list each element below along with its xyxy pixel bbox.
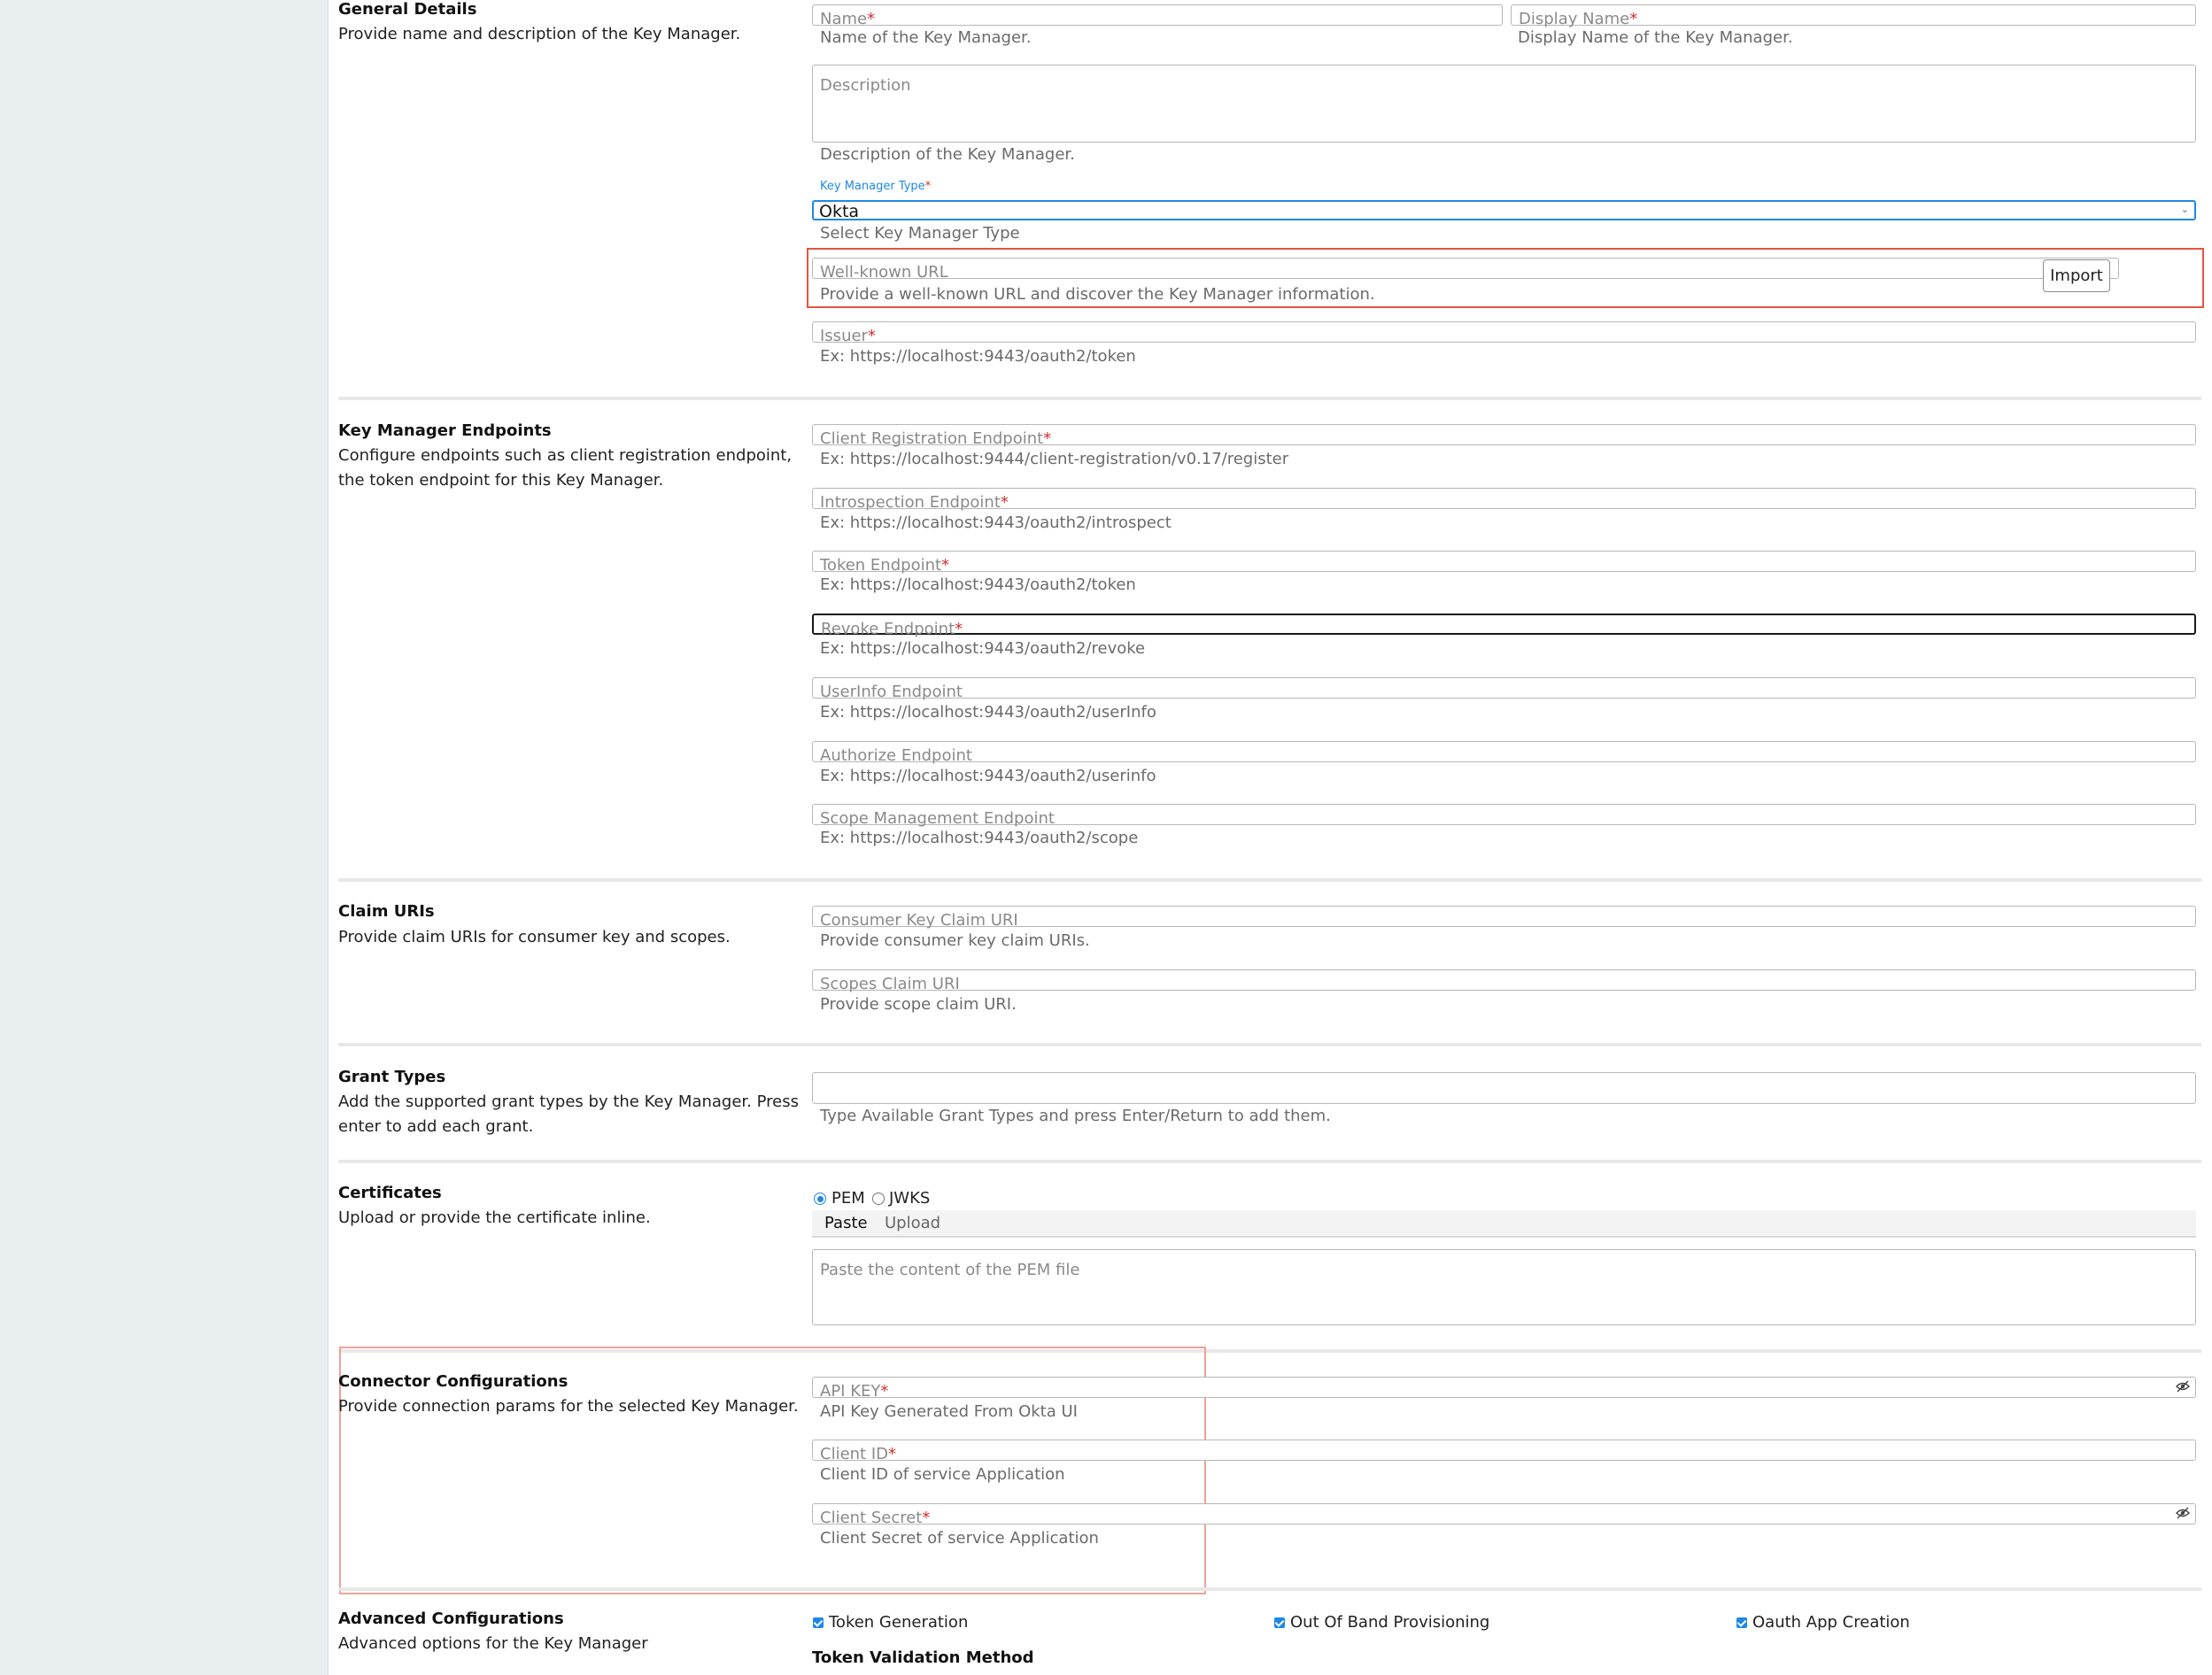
out-of-band-provisioning-label: Out Of Band Provisioning [1290, 1613, 1490, 1632]
key-manager-type-value: Okta [819, 202, 860, 221]
authorize-endpoint-helper: Ex: https://localhost:9443/oauth2/userinfo [820, 767, 1156, 785]
client-id-label: Client ID* [820, 1445, 897, 1463]
claim-uris-description: Provide claim URIs for consumer key and scopes. [338, 928, 731, 946]
api-key-label: API KEY* [820, 1382, 889, 1401]
well-known-url-label: Well-known URL [820, 263, 948, 282]
client-registration-endpoint-label: Client Registration Endpoint* [820, 429, 1052, 448]
key-manager-type-select[interactable] [812, 200, 2196, 220]
visibility-off-icon[interactable] [2176, 1507, 2190, 1519]
token-generation-label: Token Generation [829, 1613, 969, 1632]
advanced-configurations-title: Advanced Configurations [338, 1609, 564, 1628]
connector-configurations-description: Provide connection params for the selected Key Manager. [338, 1397, 799, 1416]
token-validation-method-title: Token Validation Method [812, 1648, 1034, 1667]
introspection-endpoint-label: Introspection Endpoint* [820, 493, 1009, 512]
jwks-radio[interactable] [872, 1193, 885, 1205]
display-name-label: Display Name* [1519, 10, 1638, 28]
token-endpoint-input[interactable] [812, 551, 2196, 575]
oauth-app-creation-label: Oauth App Creation [1752, 1613, 1910, 1632]
jwks-radio-label: JWKS [889, 1189, 931, 1208]
description-textarea[interactable] [812, 65, 2196, 143]
general-details-description: Provide name and description of the Key Manager. [338, 25, 741, 43]
pem-radio[interactable] [814, 1193, 826, 1205]
sidebar [0, 0, 329, 1675]
general-details-title: General Details [338, 0, 477, 19]
token-endpoint-helper: Ex: https://localhost:9443/oauth2/token [820, 575, 1136, 594]
introspection-endpoint-helper: Ex: https://localhost:9443/oauth2/introspect [820, 513, 1172, 532]
authorize-endpoint-input[interactable] [812, 741, 2196, 765]
section-divider [338, 878, 2201, 882]
well-known-url-input[interactable] [812, 258, 2119, 282]
certificate-tabs [812, 1210, 2196, 1238]
client-registration-endpoint-input[interactable] [812, 424, 2196, 448]
revoke-endpoint-input[interactable] [812, 614, 2196, 638]
scope-management-endpoint-input[interactable] [812, 804, 2196, 828]
userinfo-endpoint-helper: Ex: https://localhost:9443/oauth2/userInfo [820, 703, 1156, 722]
connector-configurations-title: Connector Configurations [338, 1372, 568, 1391]
userinfo-endpoint-label: UserInfo Endpoint [820, 683, 963, 701]
introspection-endpoint-input[interactable] [812, 488, 2196, 512]
section-divider [338, 1587, 2201, 1591]
scopes-claim-input[interactable] [812, 969, 2196, 991]
endpoints-description: Configure endpoints such as client registration endpoint, the token endpoint for this Key Manager. [338, 446, 793, 490]
well-known-url-helper: Provide a well-known URL and discover the Key Manager information. [820, 285, 1375, 304]
section-divider [338, 397, 2201, 400]
description-helper: Description of the Key Manager. [820, 145, 1075, 164]
key-manager-type-helper: Select Key Manager Type [820, 224, 1020, 243]
section-divider [338, 1043, 2201, 1046]
dropdown-arrow-icon: ⌄ [2180, 204, 2189, 215]
name-input[interactable] [812, 4, 1503, 26]
token-endpoint-label: Token Endpoint* [820, 556, 950, 575]
consumer-key-claim-label: Consumer Key Claim URI [820, 911, 1018, 930]
client-id-helper: Client ID of service Application [820, 1465, 1065, 1484]
certificates-title: Certificates [338, 1184, 442, 1202]
grant-types-input[interactable] [812, 1072, 2196, 1104]
client-id-input[interactable] [812, 1440, 2196, 1461]
endpoints-title: Key Manager Endpoints [338, 421, 552, 440]
import-button[interactable]: Import [2043, 259, 2110, 292]
name-helper: Name of the Key Manager. [820, 28, 1032, 47]
scope-management-endpoint-helper: Ex: https://localhost:9443/oauth2/scope [820, 829, 1139, 847]
grant-types-description: Add the supported grant types by the Key Manager. Press enter to add each grant. [338, 1092, 799, 1136]
token-generation-checkbox[interactable] [813, 1617, 824, 1628]
display-name-helper: Display Name of the Key Manager. [1518, 28, 1793, 47]
client-secret-label: Client Secret* [820, 1509, 931, 1527]
consumer-key-claim-input[interactable] [812, 906, 2196, 930]
client-secret-input[interactable] [812, 1503, 2196, 1527]
key-manager-type-label: Key Manager Type* [820, 180, 932, 193]
api-key-input[interactable] [812, 1377, 2196, 1401]
pem-radio-label: PEM [831, 1189, 865, 1208]
scopes-claim-helper: Provide scope claim URI. [820, 995, 1017, 1014]
issuer-input[interactable] [812, 321, 2196, 343]
tab-paste[interactable]: Paste [824, 1214, 868, 1232]
issuer-helper: Ex: https://localhost:9443/oauth2/token [820, 347, 1136, 366]
key-manager-form [329, 0, 2212, 1675]
section-divider [338, 1160, 2201, 1163]
claim-uris-title: Claim URIs [338, 902, 435, 921]
advanced-configurations-description: Advanced options for the Key Manager [338, 1634, 648, 1653]
revoke-endpoint-helper: Ex: https://localhost:9443/oauth2/revoke [820, 639, 1146, 658]
scopes-claim-label: Scopes Claim URI [820, 975, 960, 993]
issuer-label: Issuer* [820, 327, 876, 345]
pem-content-textarea[interactable] [812, 1249, 2196, 1325]
oauth-app-creation-checkbox[interactable] [1736, 1617, 1747, 1628]
client-secret-helper: Client Secret of service Application [820, 1529, 1099, 1548]
certificates-description: Upload or provide the certificate inline. [338, 1208, 651, 1227]
grant-types-helper: Type Available Grant Types and press Enter/Return to add them. [820, 1107, 1331, 1125]
userinfo-endpoint-input[interactable] [812, 677, 2196, 699]
scope-management-endpoint-label: Scope Management Endpoint [820, 809, 1055, 828]
revoke-endpoint-label: Revoke Endpoint* [821, 620, 963, 638]
authorize-endpoint-label: Authorize Endpoint [820, 746, 972, 765]
grant-types-title: Grant Types [338, 1068, 446, 1086]
client-registration-endpoint-helper: Ex: https://localhost:9444/client-registration/v0.17/register [820, 450, 1289, 468]
out-of-band-provisioning-checkbox[interactable] [1274, 1617, 1285, 1628]
tab-upload[interactable]: Upload [885, 1214, 941, 1232]
name-label: Name* [820, 10, 876, 28]
api-key-helper: API Key Generated From Okta UI [820, 1402, 1078, 1421]
display-name-input[interactable] [1511, 4, 2196, 26]
visibility-off-icon[interactable] [2176, 1380, 2190, 1393]
consumer-key-claim-helper: Provide consumer key claim URIs. [820, 931, 1090, 950]
